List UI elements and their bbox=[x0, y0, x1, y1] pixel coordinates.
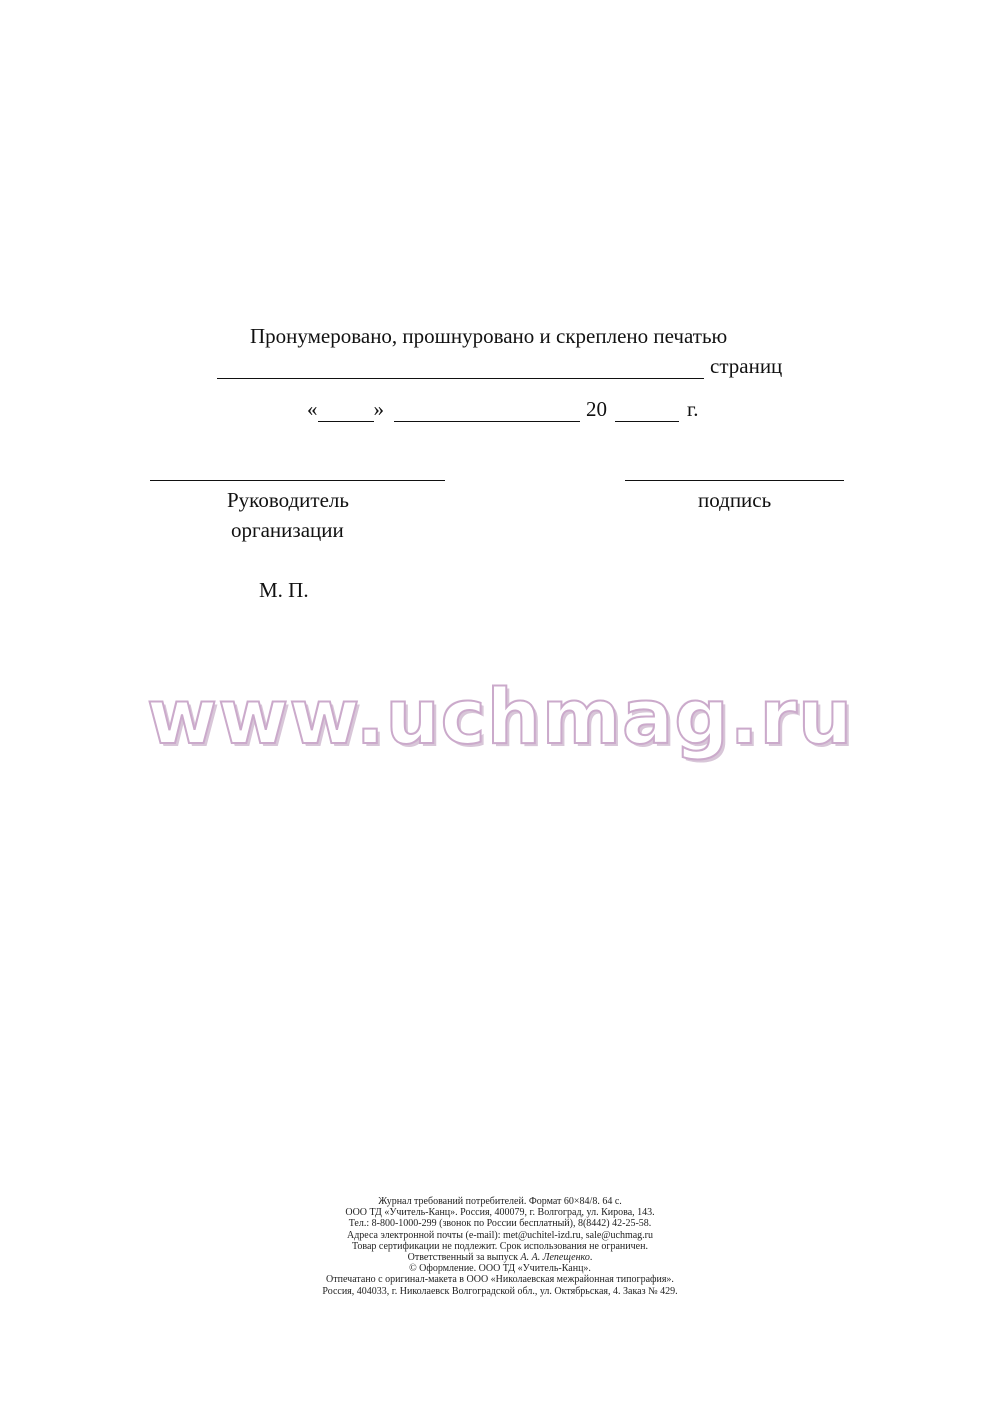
imprint-line: ООО ТД «Учитель-Канц». Россия, 400079, г. Волгоград, ул. Кирова, 143. bbox=[345, 1207, 655, 1219]
signature-label: подпись bbox=[698, 488, 772, 512]
imprint-responsible bbox=[250, 1252, 750, 1263]
watermark: www.uchmag.ru bbox=[146, 672, 854, 761]
month-blank bbox=[394, 401, 580, 422]
date-close-quote: » bbox=[373, 397, 384, 421]
head-label-line1: Руководитель bbox=[227, 488, 349, 512]
date-open-quote: « bbox=[307, 397, 318, 421]
head-label-line2: организации bbox=[231, 518, 344, 542]
imprint-block bbox=[250, 1196, 750, 1297]
imprint-line: Тел.: 8-800-1000-299 (звонок по России бесплатный), 8(8442) 42-25-58. bbox=[348, 1218, 652, 1230]
pages-label: страниц bbox=[710, 354, 783, 378]
stamp-label: М. П. bbox=[259, 578, 309, 602]
certification-heading: Пронумеровано, прошнуровано и скреплено печатью bbox=[250, 324, 728, 348]
responsible-name: А. А. Лепещенко bbox=[520, 1252, 590, 1264]
responsible-suffix: . bbox=[589, 1252, 593, 1264]
head-signature-line bbox=[150, 480, 445, 481]
year-suffix: г. bbox=[687, 397, 699, 421]
day-blank bbox=[318, 401, 374, 422]
responsible-prefix: Ответственный за выпуск bbox=[407, 1252, 521, 1264]
pages-row bbox=[217, 353, 782, 379]
imprint-line: Россия, 404033, г. Николаевск Волгоградской обл., ул. Октябрьская, 4. Заказ № 429. bbox=[322, 1285, 678, 1297]
year-blank bbox=[615, 401, 679, 422]
imprint-line: Товар сертификации не подлежит. Срок использования не ограничен. bbox=[352, 1240, 648, 1252]
pages-count-blank bbox=[217, 356, 704, 379]
year-prefix: 20 bbox=[586, 397, 607, 421]
imprint-line: Отпечатано с оригинал-макета в ООО «Николаевская межрайонная типография». bbox=[326, 1274, 674, 1286]
imprint-line: Адреса электронной почты (e-mail): met@uchitel-izd.ru, sale@uchmag.ru bbox=[346, 1229, 654, 1241]
imprint-line: Журнал требований потребителей. Формат 60×84/8. 64 с. bbox=[378, 1196, 622, 1207]
imprint-line: © Оформление. ООО ТД «Учитель-Канц». bbox=[409, 1263, 591, 1275]
signature-line bbox=[625, 480, 844, 481]
date-row bbox=[307, 396, 699, 422]
